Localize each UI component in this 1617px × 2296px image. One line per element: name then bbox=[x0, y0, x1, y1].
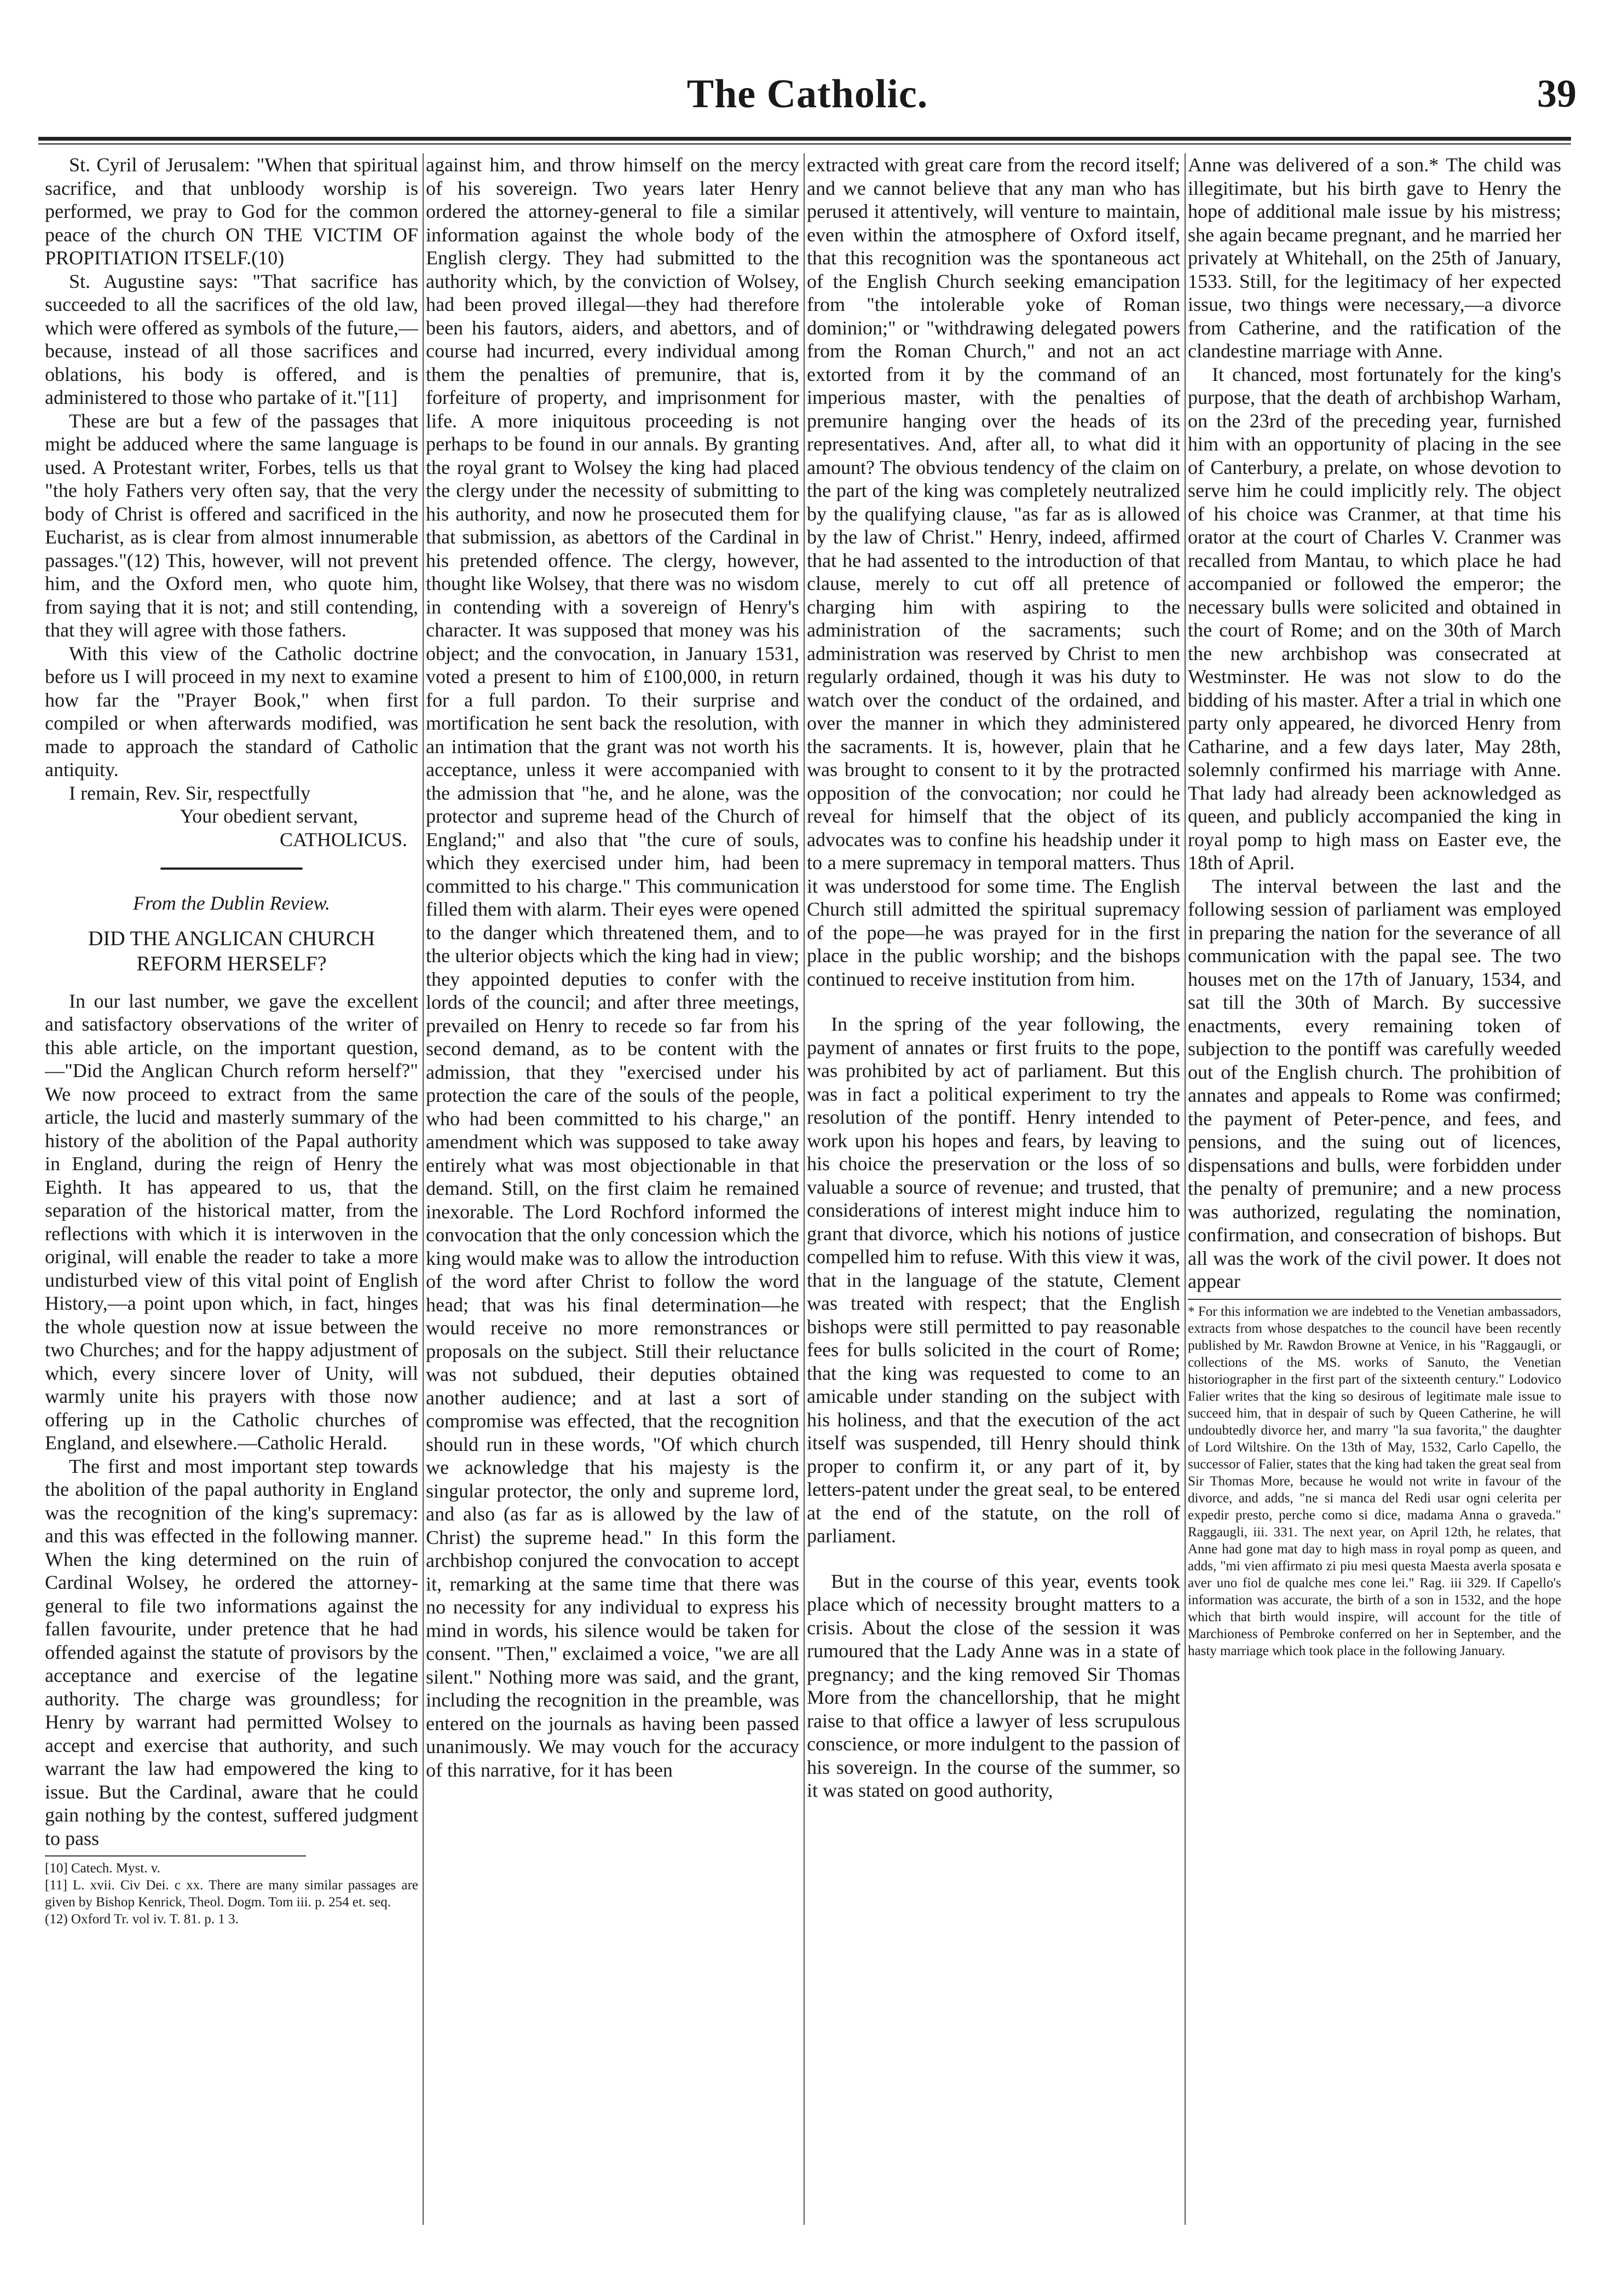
column-divider bbox=[423, 153, 424, 2225]
column-divider bbox=[804, 153, 805, 2225]
signature-line: I remain, Rev. Sir, respectfully bbox=[69, 782, 311, 804]
paragraph: extracted with great care from the record itself; and we cannot believe that any man who has perused it attentively, will venture to maintain, even within the atmosphere of Oxford itself, that this recognition was the spontaneous act of the English Church seeking emancipation from "the intolerable yoke of Roman dominion;" or "withdrawing delegated powers from the Roman Church," and not an act extorted from it by the command of an imperious master, with the penalties of premunire hanging over the heads of its representatives. And, after all, to what did it amount? The obvious tendency of the claim on the part of the king was completely neutralized by the qualifying clause, "as far as is allowed by the law of Christ." Henry, indeed, affirmed that he had assented to the introduction of that clause, merely to cut off all pretence of charging him with aspiring to the administration of the sacraments; such administration was reserved by Christ to men regularly ordained, though it was his duty to watch over the conduct of the ordained, and over the manner in which they administered the sacraments. It is, however, plain that he was brought to consent to it by the protracted opposition of the convocation; nor could he reveal for himself that the object of its advocates was to confine his headship under it to a mere supremacy in temporal matters. Thus it was understood for some time. The English Church still admitted the spiritual supremacy of the pope—he was prayed for in the first place in the public worship; and the bishops continued to receive institution from him. bbox=[807, 154, 1180, 990]
article-heading: DID THE ANGLICAN CHURCH REFORM HERSELF? bbox=[88, 927, 375, 975]
header-rule bbox=[38, 137, 1571, 141]
column-divider bbox=[1185, 153, 1186, 2225]
footnote-rule bbox=[1188, 1299, 1561, 1300]
paragraph: These are but a few of the passages that might be adduced where the same language is used. A Protestant writer, Forbes, tells us that "the holy Fathers very often say, that the very body of Christ is offered and sacrificed in the Eucharist, as is clear from almost innumerable passages."(12) This, however, will not prevent him, and the Oxford men, who quote him, from saying that it is not; and still contending, that they will agree with those fathers. bbox=[45, 409, 418, 641]
paragraph: Anne was delivered of a son.* The child was illegitimate, but his birth gave to Henry the hope of additional male issue by his mistress; she again became pregnant, and he married her privately at Whitehall, on the 25th of January, 1533. Still, for the legitimacy of her expected issue, two things were necessary,—a divorce from Catherine, and the ratification of the clandestine marriage with Anne. bbox=[1188, 154, 1561, 362]
footnote: [11] L. xvii. Civ Dei. c xx. There are many similar passages are given by Bishop Kenrick, Theol. Dogm. Tom iii. p. 254 et. seq. bbox=[45, 1878, 418, 1910]
article-source: From the Dublin Review. bbox=[133, 892, 330, 914]
footnote-rule bbox=[45, 1855, 306, 1857]
paragraph: It chanced, most fortunately for the king's purpose, that the death of archbishop Warham, on the 23rd of the preceding year, furnished him with an opportunity of placing in the see of Canterbury, a prelate, on whose devotion to serve him he could implicitly rely. The object of his choice was Cranmer, at that time his orator at the court of Charles V. Cranmer was recalled from Mantau, to which place he had accompanied or followed the emperor; the necessary bulls were solicited and obtained in the court of Rome; and on the 30th of March the new archbishop was consecrated at Westminster. He was not slow to do the bidding of his master. After a trial in which one party only appeared, he divorced Henry from Catharine, and a few days later, May 28th, solemnly confirmed his marriage with Anne. That lady had already been acknowledged as queen, and publicly accompanied the king in royal pomp to high mass on Easter eve, the 18th of April. bbox=[1188, 363, 1561, 874]
paragraph: against him, and throw himself on the mercy of his sovereign. Two years later Henry ordered the attorney-general to file a similar information against the whole body of the English clergy. They had submitted to the authority which, by the conviction of Wolsey, had been proved illegal—they had therefore been his fautors, aiders, and abettors, and of course had incurred, every individual among them the penalties of premunire, that is, forfeiture of property, and imprisonment for life. A more iniquitous proceeding is not perhaps to be found in our annals. By granting the royal grant to Wolsey the king had placed the clergy under the necessity of submitting to his authority, and now he prosecuted them for that submission, as abettors of the Cardinal in his pretended offence. The clergy, however, thought like Wolsey, that there was no wisdom in contending with a sovereign of Henry's character. It was supposed that money was his object; and the convocation, in January 1531, voted a present to him of £100,000, in return for a full pardon. To their surprise and mortification he sent back the resolution, with an intimation that the grant was not worth his acceptance, unless it were accompanied with the admission that "he, and he alone, was the protector and supreme head of the Church of England;" and also that "the cure of souls, which they exercised under him, had been committed to his charge." This communication filled them with alarm. Their eyes were opened to the danger which threatened them, and to the ulterior objects which the king had in view; they appointed deputies to confer with the lords of the council; and after three meetings, prevailed on Henry to recede so far from his second demand, as to be content with the admission, that they "exercised under his protection the care of the souls of the people, who had been committed to his charge," an amendment which was supposed to take away entirely what was most objectionable in that demand. Still, on the first claim he remained inexorable. The Lord Rochford informed the convocation that the only concession which the king would make was to allow the introduction of the word after Christ to follow the word head; that was his final determination—he would receive no more remonstrances or proposals on the subject. Still their reluctance was not subdued, their deputies obtained another audience; and at last a sort of compromise was effected, that the recognition should run in these words, "Of which church we acknowledge that his majesty is the singular protector, the only and supreme lord, and also (as far as is allowed by the law of Christ) the supreme head." In this form the archbishop conjured the convocation to accept it, remarking at the same time that there was no necessity for any individual to express his mind in words, his silence would be taken for consent. "Then," exclaimed a voice, "we are all silent." Nothing more was said, and the grant, including the recognition in the preamble, was entered on the journals as having been passed unanimously. We may vouch for the accuracy of this narrative, for it has been bbox=[426, 154, 799, 1781]
paragraph: In the spring of the year following, the payment of annates or first fruits to the pope, was prohibited by act of parliament. But this was in fact a political experiment to try the resolution of the pontiff. Henry intended to work upon his hopes and fears, by leaving to his choice the preservation or the loss of so valuable a source of revenue; and trusted, that considerations of interest might induce him to grant that divorce, which his notions of justice compelled him to refuse. With this view it was, that in the language of the statute, Clement was treated with respect; that the English bishops were still permitted to pay reasonable fees for bulls solicited in the court of Rome; that the king was requested to come to an amicable under standing on the subject with his holiness, and that the execution of the act itself was suspended, till Henry should think proper to confirm it, or any part of it, by letters-patent under the great seal, to be entered at the end of the statute, on the roll of parliament. bbox=[807, 1013, 1180, 1547]
signature-line: Your obedient servant, bbox=[180, 805, 358, 827]
page-header bbox=[38, 71, 1576, 137]
paragraph: The first and most important step towards the abolition of the papal authority in England was the recognition of the king's supremacy: and this was effected in the following manner. When the king determined on the ruin of Cardinal Wolsey, he ordered the attorney-general to file two informations against the fallen favourite, under pretence that he had offended against the statute of provisors by the acceptance and exercise of the legatine authority. The charge was groundless; for Henry by warrant had permitted Wolsey to accept and exercise that authority, and such warrant the law had empowered the king to issue. But the Cardinal, aware that he could gain nothing by the contest, suffered judgment to pass bbox=[45, 1455, 418, 1849]
spacer bbox=[807, 991, 1180, 1013]
paragraph: St. Augustine says: "That sacrifice has succeeded to all the sacrifices of the old law, which were offered as symbols of the future,—because, instead of all those sacrifices and oblations, his body is offered, and is administered to those who partake of it."[11] bbox=[45, 270, 418, 408]
column-4 bbox=[1188, 153, 1561, 2230]
signature-name: CATHOLICUS. bbox=[279, 828, 407, 851]
footnote: * For this information we are indebted to the Venetian ambassadors, extracts from whose despatches to the council have been recently published by Mr. Rawdon Browne at Venice, in his "Raggaugli, or collections of the MS. works of Sanuto, the Venetian historiographer in the first part of the sixteenth century." Lodovico Falier writes that the king so desirous of legitimate male issue to succeed him, that in despair of such by Queen Catherine, he will undoubtedly divorce her, and marry "la sua favorita," the daughter of Lord Wiltshire. On the 13th of May, 1532, Carlo Capello, the successor of Falier, states that the king had taken the great seal from Sir Thomas More, because he would not write in favour of the divorce, and adds, "ne si manca del Redi usar ogni celerita per expedir presto, perche como si dice, madama Anna o graveda." Raggaugli, iii. 331. The next year, on April 12th, he relates, that Anne had gone mat day to high mass in royal pomp as queen, and adds, "mi vien affirmato zi piu mesi questa Maesta averla sposata e aver uno fiol de qualche mes cone lei." Rag. iii 329. If Capello's information was accurate, the birth of a son in 1532, and the hope which that birth would inspire, will account for the title of Marchioness of Pembroke conferred on her in September, and the hasty marriage which took place in the following January. bbox=[1188, 1304, 1561, 1658]
footnote: [10] Catech. Myst. v. bbox=[45, 1861, 160, 1876]
column-2 bbox=[426, 153, 799, 2230]
page-title: The Catholic. bbox=[686, 72, 928, 117]
header-rule-thin bbox=[38, 143, 1571, 144]
column-3 bbox=[807, 153, 1180, 2230]
paragraph: With this view of the Catholic doctrine before us I will proceed in my next to examine how far the "Prayer Book," when first compiled or when afterwards modified, was made to approach the standard of Catholic antiquity. bbox=[45, 642, 418, 780]
paragraph: St. Cyril of Jerusalem: "When that spiritual sacrifice, and that unbloody worship is performed, we pray to God for the common peace of the church ON THE VICTIM OF PROPITIATION ITSELF.(10) bbox=[45, 154, 418, 269]
paragraph: The interval between the last and the following session of parliament was employed in preparing the nation for the severance of all communication with the papal see. The two houses met on the 17th of January, 1534, and sat till the 30th of March. By successive enactments, every remaining token of subjection to the pontiff was carefully weeded out of the English church. The prohibition of annates and appeals to Rome was confirmed; the payment of Peter-pence, and fees, and pensions, and the suing out of licences, dispensations and bulls, were forbidden under the penalty of premunire; and a new process was authorized, regulating the nomination, confirmation, and consecration of bishops. But all was the work of the civil power. It does not appear bbox=[1188, 875, 1561, 1292]
paragraph: But in the course of this year, events took place which of necessity brought matters to a crisis. About the close of the session it was rumoured that the Lady Anne was in a state of pregnancy; and the king removed Sir Thomas More from the chancellorship, that he might raise to that office a lawyer of less scrupulous conscience, or more indulgent to the passion of his sovereign. In the course of the summer, so it was stated on good authority, bbox=[807, 1570, 1180, 1801]
page-number: 39 bbox=[1537, 72, 1576, 115]
footnote: (12) Oxford Tr. vol iv. T. 81. p. 1 3. bbox=[45, 1912, 239, 1927]
column-1 bbox=[45, 153, 418, 2230]
paragraph: In our last number, we gave the excellent and satisfactory observations of the writer of this able article, on the important question,—"Did the Anglican Church reform herself?" We now proceed to extract from the same article, the lucid and masterly summary of the history of the abolition of the Papal authority in England, during the reign of Henry the Eighth. It has appeared to us, that the separation of the historical matter, from the reflections with which it is interwoven in the original, will enable the reader to take a more undisturbed view of this vital point of English History,—a point upon which, in fact, hinges the whole question now at issue between the two Churches; and for the happy adjustment of which, every sincere lover of Unity, will warmly unite his prayers with those now offering up in the Catholic churches of England, and elsewhere.—Catholic Herald. bbox=[45, 990, 418, 1454]
spacer bbox=[807, 1548, 1180, 1570]
section-divider bbox=[160, 867, 303, 870]
